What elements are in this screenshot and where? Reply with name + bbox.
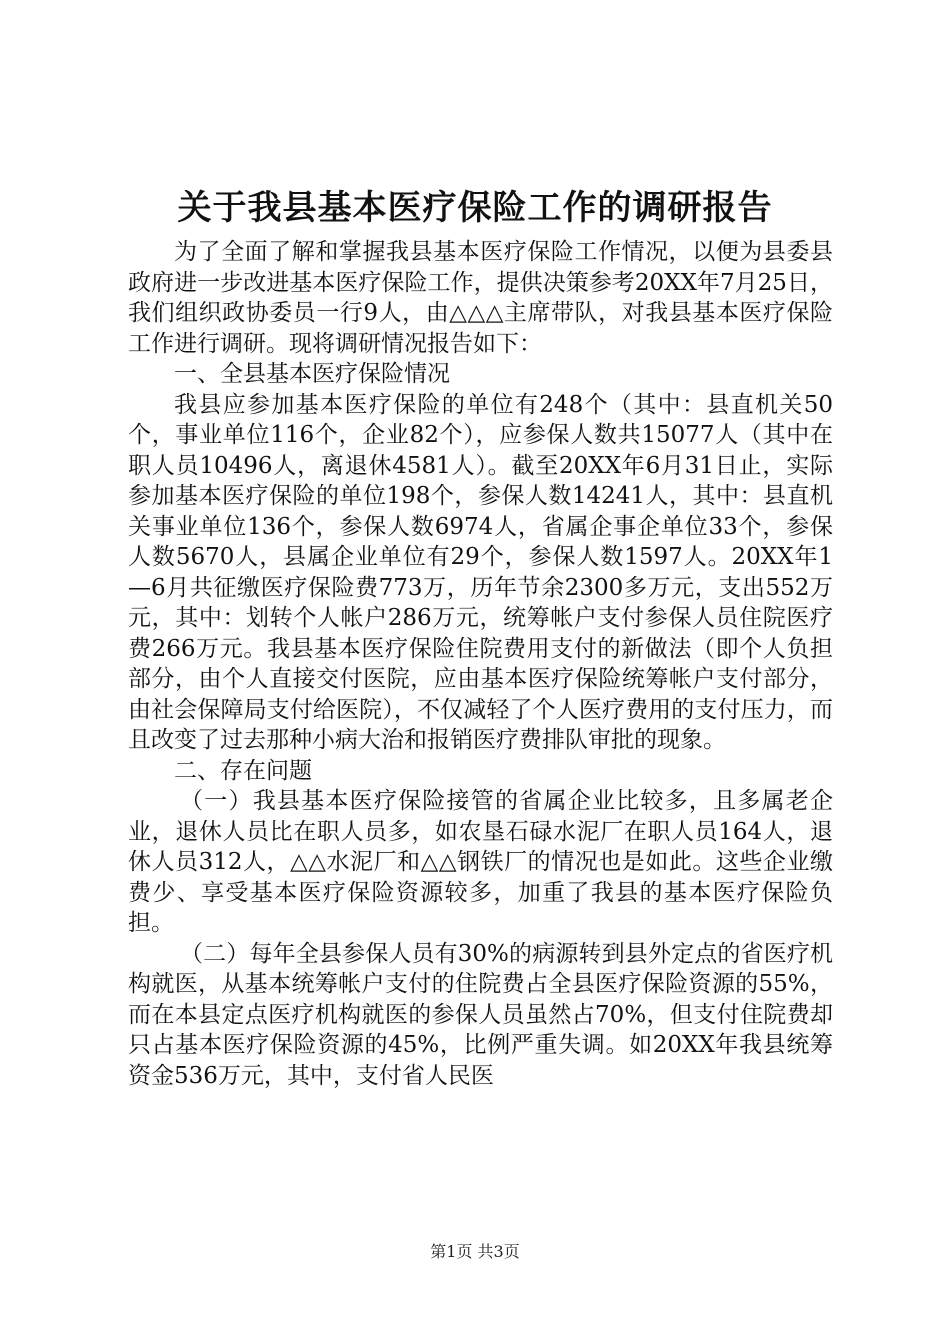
intro-paragraph: 为了全面了解和掌握我县基本医疗保险工作情况，以便为县委县政府进一步改进基本医疗保险工作，提供决策参考20XX年7月25日，我们组织政协委员一行9人，由△△△主席带队，对我县基本医疗保险工作进行调研。现将调研情况报告如下： — [128, 239, 833, 357]
document-body — [128, 237, 833, 1091]
problem-paragraph-2: （二）每年全县参保人员有30%的病源转到县外定点的省医疗机构就医，从基本统筹帐户支付的住院费占全县医疗保险资源的55%，而在本县定点医疗机构就医的参保人员虽然占70%，但支付住院费却只占基本医疗保险资源的45%，比例严重失调。如20XX年我县统筹资金536万元，其中，支付省人民医 — [128, 940, 833, 1089]
page-footer: 第1页 共3页 — [430, 1242, 520, 1261]
problem-paragraph-1: （一）我县基本医疗保险接管的省属企业比较多，且多属老企业，退休人员比在职人员多，如农垦石碌水泥厂在职人员164人，退休人员312人，△△水泥厂和△△钢铁厂的情况也是如此。这些企业缴费少、享受基本医疗保险资源较多，加重了我县的基本医疗保险负担。 — [128, 788, 833, 936]
section-heading-overview: 一、全县基本医疗保险情况 — [174, 361, 450, 387]
overview-paragraph: 我县应参加基本医疗保险的单位有248个（其中：县直机关50个，事业单位116个，企业82个），应参保人数共15077人（其中在职人员10496人，离退休4581人）。截至20XX年6月31日止，实际参加基本医疗保险的单位198个，参保人数14241人，其中：县直机关事业单位136个，参保人数6974人，省属企事企单位33个，参保人数5670人，县属企业单位有29个，参保人数1597人。20XX年1—6月共征缴医疗保险费773万，历年节余2300多万元，支出552万元，其中：划转个人帐户286万元，统筹帐户支付参保人员住院医疗费266万元。我县基本医疗保险住院费用支付的新做法（即个人负担部分，由个人直接交付医院，应由基本医疗保险统筹帐户支付部分，由社会保障局支付给医院），不仅减轻了个人医疗费用的支付压力，而且改变了过去那种小病大治和报销医疗费排队审批的现象。 — [128, 391, 833, 753]
document-title: 关于我县基本医疗保险工作的调研报告 — [177, 188, 773, 228]
section-heading-problems: 二、存在问题 — [174, 757, 312, 784]
